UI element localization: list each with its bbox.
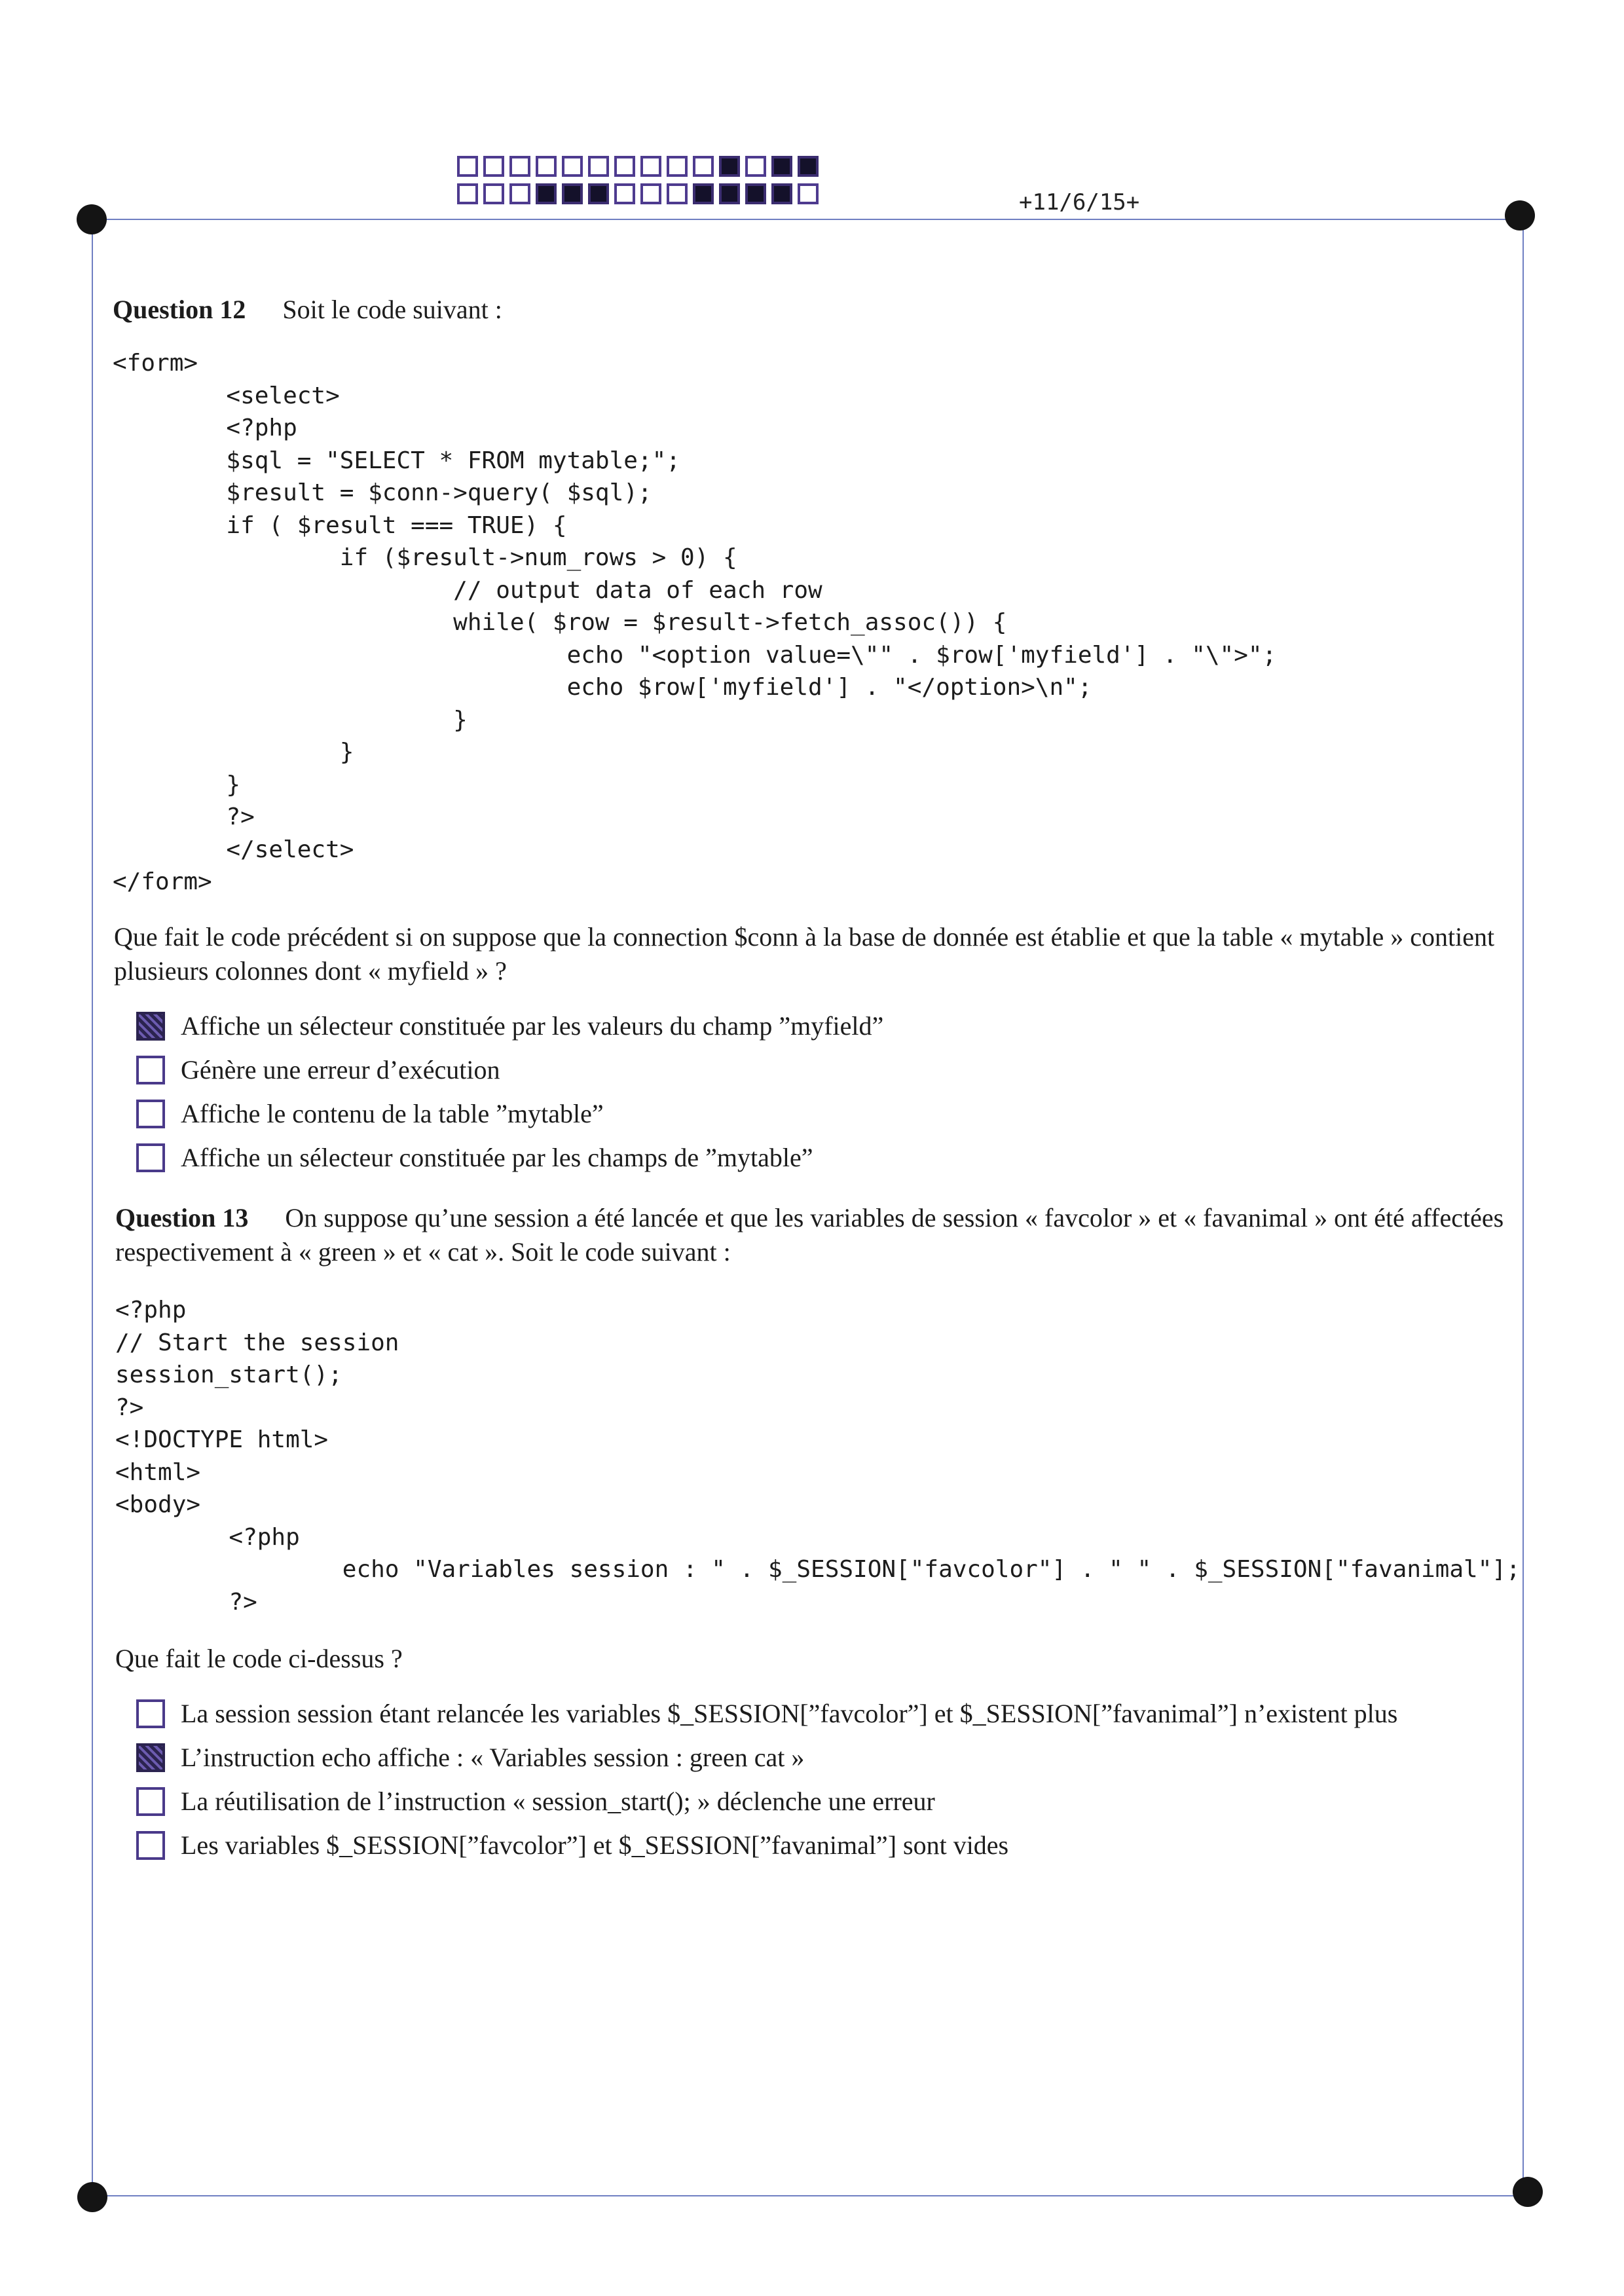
barcode-cell-empty (640, 156, 661, 177)
checkbox[interactable] (136, 1831, 165, 1860)
registration-mark-top-right (1505, 200, 1535, 231)
barcode-cell-empty (614, 156, 635, 177)
question-13-prompt: Que fait le code ci-dessus ? (115, 1644, 403, 1673)
barcode-cell-empty (457, 183, 478, 204)
question-12-heading (113, 293, 502, 327)
q12-answer-1[interactable] (136, 1004, 883, 1048)
barcode-cell-filled (719, 156, 740, 177)
question-13-code: <?php // Start the session session_start(); ?> <!DOCTYPE html> <html> <body> <?php echo "Variables session : " . $_SESSION["favcolor"] . " " . $_SESSION["favanimal"]; ?> (115, 1297, 1521, 1616)
barcode-cell-empty (509, 156, 530, 177)
question-12-number: Question 12 (113, 295, 246, 324)
barcode-cell-empty (798, 183, 819, 204)
answer-label: La session session étant relancée les variables $_SESSION[”favcolor”] et $_SESSION[”favanimal”] n’existent plus (181, 1699, 1398, 1728)
barcode-cell-empty (536, 156, 557, 177)
barcode-row (457, 156, 824, 177)
barcode-cell-empty (483, 156, 504, 177)
answer-label: Génère une erreur d’exécution (181, 1055, 500, 1084)
question-13-heading (115, 1201, 1523, 1269)
checkbox[interactable] (136, 1699, 165, 1728)
question-12-prompt: Que fait le code précédent si on suppose que la connection $conn à la base de donnée est établie et que la table « mytable » contient plusieurs colonnes dont « myfield » ? (114, 922, 1495, 986)
barcode-cell-filled (771, 156, 792, 177)
q12-answer-2[interactable] (136, 1048, 883, 1092)
answer-label: Affiche un sélecteur constituée par les valeurs du champ ”myfield” (181, 1011, 884, 1041)
barcode-cell-empty (562, 156, 583, 177)
question-12-code: <form> <select> <?php $sql = "SELECT * FROM mytable;"; $result = $conn->query( $sql); if ( $result === TRUE) { if ($result->num_rows > 0) { // output data of each row while( $row = $result->fetch_assoc()) { echo "<option value=\"" . $row['myfield'] . "\">"; echo $row['myfield'] . "</option>\n"; } } } ?> </select> </form> (113, 350, 1277, 895)
registration-mark-top-left (77, 204, 107, 234)
checkbox[interactable] (136, 1056, 165, 1084)
answer-label: Affiche le contenu de la table ”mytable” (181, 1099, 604, 1128)
question-12-intro: Soit le code suivant : (282, 295, 502, 324)
barcode-cell-empty (745, 156, 766, 177)
question-12-answers (136, 1004, 883, 1179)
barcode-cell-filled (562, 183, 583, 204)
barcode-cell-empty (457, 156, 478, 177)
q13-answer-4[interactable] (136, 1823, 1397, 1867)
answer-label: La réutilisation de l’instruction « session_start(); » déclenche une erreur (181, 1787, 935, 1816)
q13-answer-3[interactable] (136, 1779, 1397, 1823)
question-13-intro: On suppose qu’une session a été lancée et que les variables de session « favcolor » et « favanimal » ont été affectées respectivement à « green » et « cat ». Soit le code suivant : (115, 1203, 1504, 1267)
checkbox[interactable] (136, 1100, 165, 1128)
q12-answer-4[interactable] (136, 1136, 883, 1179)
barcode-cell-filled (536, 183, 557, 204)
barcode-row (457, 183, 824, 204)
registration-mark-bottom-left (77, 2182, 107, 2212)
registration-mark-bottom-right (1513, 2177, 1543, 2207)
barcode-cell-filled (798, 156, 819, 177)
barcode-cell-filled (588, 183, 609, 204)
answer-label: Les variables $_SESSION[”favcolor”] et $_SESSION[”favanimal”] sont vides (181, 1830, 1009, 1860)
barcode-cell-filled (771, 183, 792, 204)
checkbox[interactable] (136, 1787, 165, 1816)
checkbox-checked[interactable] (136, 1012, 165, 1041)
checkbox[interactable] (136, 1143, 165, 1172)
checkbox-checked[interactable] (136, 1743, 165, 1772)
q13-answer-2[interactable] (136, 1735, 1397, 1779)
barcode-cell-filled (693, 183, 714, 204)
answer-label: L’instruction echo affiche : « Variables session : green cat » (181, 1743, 805, 1772)
barcode-cell-empty (667, 156, 688, 177)
barcode-cell-empty (483, 183, 504, 204)
barcode-cell-empty (509, 183, 530, 204)
barcode-cell-filled (745, 183, 766, 204)
barcode-cell-empty (614, 183, 635, 204)
q13-answer-1[interactable] (136, 1692, 1397, 1735)
question-13-answers (136, 1692, 1397, 1867)
student-id-barcode (457, 156, 824, 211)
barcode-cell-empty (667, 183, 688, 204)
question-13-number: Question 13 (115, 1203, 249, 1232)
barcode-cell-empty (588, 156, 609, 177)
answer-label: Affiche un sélecteur constituée par les champs de ”mytable” (181, 1143, 813, 1172)
q12-answer-3[interactable] (136, 1092, 883, 1136)
barcode-cell-filled (719, 183, 740, 204)
barcode-cell-empty (640, 183, 661, 204)
barcode-cell-empty (693, 156, 714, 177)
page-id: +11/6/15+ (1019, 189, 1140, 215)
